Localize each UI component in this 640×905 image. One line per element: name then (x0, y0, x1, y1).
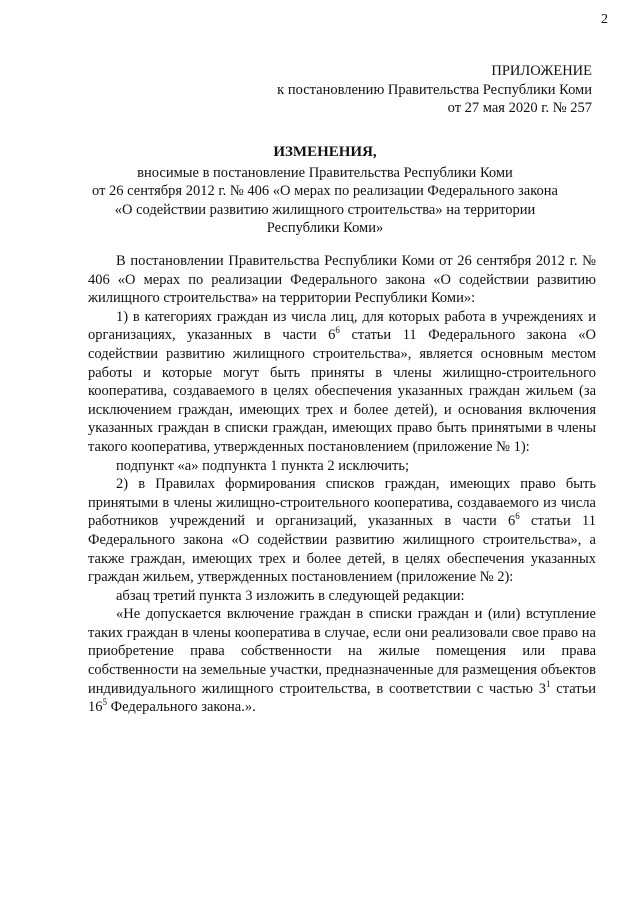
quote-superscript-2: 5 (102, 697, 107, 708)
appendix-heading: ПРИЛОЖЕНИЕ (491, 63, 592, 79)
title-line-3: «О содействии развитию жилищного строительства» на территории (114, 201, 536, 218)
item-2-text-b: статьи 11 Федерального закона «О содействии развитию жилищного строительства», а также граждан, имеющих трех и более детей, в целях обеспечения указанных граждан жильем, утвержденных постановлением (приложение № 2): (88, 513, 596, 586)
quote-superscript-1: 1 (545, 678, 551, 689)
item-1-text-b: статьи 11 Федерального закона «О содействии развитию жилищного строительства», является основным местом работы и которые могут быть приняты в члены жилищно-строительного кооператива, создаваемого в целях обеспечения указанных граждан жильем (за исключением граждан, имеющих трех и более детей), и основания включения указанных граждан в списки граждан, имеющих право быть принятыми в члены такого кооператива, утвержденных постановлением (приложение № 1): (88, 327, 596, 455)
item-1-superscript: 6 (335, 325, 340, 336)
item-1-text-a: 1) в категориях граждан из числа лиц, для которых работа в учреждениях и организациях, указанных в части 6 (88, 308, 596, 344)
subitem-1-paragraph: подпункт «а» подпункта 1 пункта 2 исключить; (116, 457, 410, 474)
quote-text-c: Федерального закона.». (107, 699, 256, 716)
intro-paragraph: В постановлении Правительства Республики Коми от 26 сентября 2012 г. № 406 «О мерах по реализации Федерального закона «О содействии развитию жилищного строительства» на территории Республики Коми»: (88, 253, 596, 307)
document-title: ИЗМЕНЕНИЯ, (273, 144, 377, 160)
item-2-text-a: 2) в Правилах формирования списков граждан, имеющих право быть принятыми в члены жилищно-строительного кооператива, создаваемого из числа работников учреждений и организаций, указанных в части 6 (88, 476, 596, 530)
title-line-4: Республики Коми» (266, 220, 384, 236)
document-title-block (60, 143, 590, 238)
title-line-1: вносимые в постановление Правительства Республики Коми (137, 164, 513, 181)
item-2-paragraph (88, 475, 596, 587)
appendix-line-1: к постановлению Правительства Республики Коми (277, 81, 592, 98)
quote-paragraph (88, 605, 596, 717)
page-number: 2 (601, 12, 608, 27)
subitem-2-paragraph: абзац третий пункта 3 изложить в следующей редакции: (116, 587, 465, 604)
item-2-superscript: 6 (515, 511, 520, 522)
title-line-2: от 26 сентября 2012 г. № 406 «О мерах по реализации Федерального закона (92, 183, 558, 199)
quote-text-a: «Не допускается включение граждан в списки граждан и (или) вступление таких граждан в члены кооператива в случае, если они реализовали свое право на приобретение права собственности на жилые помещения или права собственности на земельные участки, предназначенные для размещения объектов индивидуального жилищного строительства, в соответствии с частью 3 (88, 606, 596, 697)
quote-text-b: статьи 16 (88, 680, 596, 716)
appendix-line-2: от 27 мая 2020 г. № 257 (447, 100, 592, 116)
document-body (88, 252, 596, 717)
appendix-block (277, 62, 592, 118)
item-1-paragraph (88, 308, 596, 457)
